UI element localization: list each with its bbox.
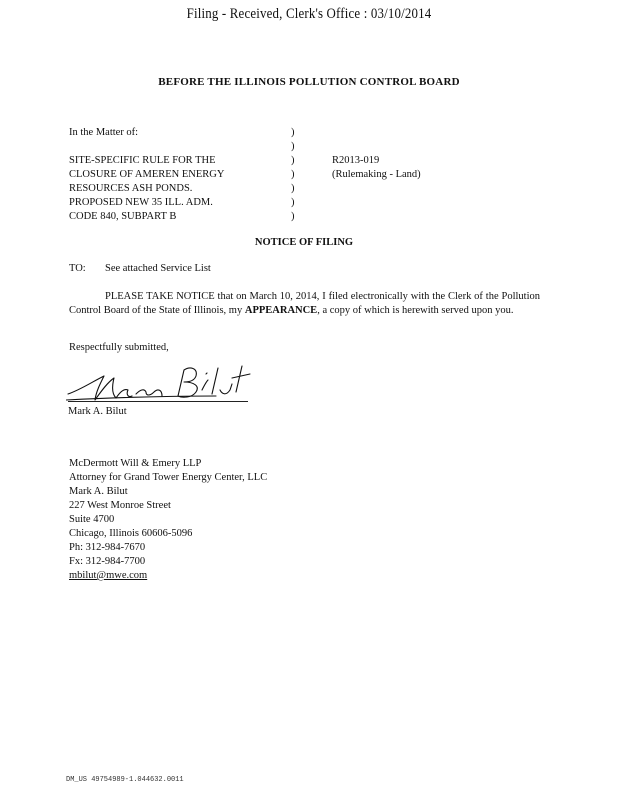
attorney-for: Attorney for Grand Tower Energy Center, LLC (69, 472, 268, 483)
notice-text-before: PLEASE TAKE NOTICE that on March 10, 2014, I filed electronically with the Clerk of the Pollution Control Board of the State of Illinois, my (69, 291, 540, 316)
in-the-matter-label: In the Matter of: (69, 127, 139, 138)
to-recipient: See attached Service List (105, 263, 211, 274)
handwritten-signature (66, 360, 256, 404)
caption-line-2: CLOSURE OF AMEREN ENERGY (69, 169, 225, 180)
caption-line-1: SITE-SPECIFIC RULE FOR THE (69, 155, 216, 166)
document-code-footer: DM_US 49754989-1.044632.0011 (66, 776, 184, 784)
caption-paren: ) (291, 183, 295, 194)
email-link[interactable]: mbilut@mwe.com (69, 570, 148, 581)
notice-emphasis: APPEARANCE (244, 304, 318, 316)
caption-line-4: PROPOSED NEW 35 ILL. ADM. (69, 197, 213, 208)
contact-name: Mark A. Bilut (69, 486, 128, 497)
firm-name: McDermott Will & Emery LLP (69, 458, 202, 469)
docket-number: R2013-019 (332, 155, 380, 166)
signer-name: Mark A. Bilut (68, 406, 127, 417)
suite: Suite 4700 (69, 514, 115, 525)
caption-paren: ) (291, 169, 295, 180)
board-title: BEFORE THE ILLINOIS POLLUTION CONTROL BOARD (158, 76, 460, 88)
caption-paren: ) (291, 197, 295, 208)
docket-type: (Rulemaking - Land) (332, 169, 421, 180)
closing-text: Respectfully submitted, (69, 342, 169, 353)
signature-line (68, 401, 248, 402)
fax-number: Fx: 312-984-7700 (69, 556, 146, 567)
caption-line-3: RESOURCES ASH PONDS. (69, 183, 193, 194)
caption-paren: ) (291, 211, 295, 222)
caption-paren: ) (291, 141, 295, 152)
caption-paren: ) (291, 127, 295, 138)
caption-paren: ) (291, 155, 295, 166)
notice-of-filing-title: NOTICE OF FILING (254, 237, 354, 248)
street-address: 227 West Monroe Street (69, 500, 171, 511)
phone-number: Ph: 312-984-7670 (69, 542, 146, 553)
to-label: TO: (69, 263, 86, 274)
filing-received-stamp: Filing - Received, Clerk's Office : 03/10/2014 (186, 6, 432, 22)
city-state-zip: Chicago, Illinois 60606-5096 (69, 528, 193, 539)
notice-text-after: , a copy of which is herewith served upon you. (317, 304, 514, 316)
caption-line-5: CODE 840, SUBPART B (69, 211, 177, 222)
notice-paragraph (69, 290, 540, 317)
